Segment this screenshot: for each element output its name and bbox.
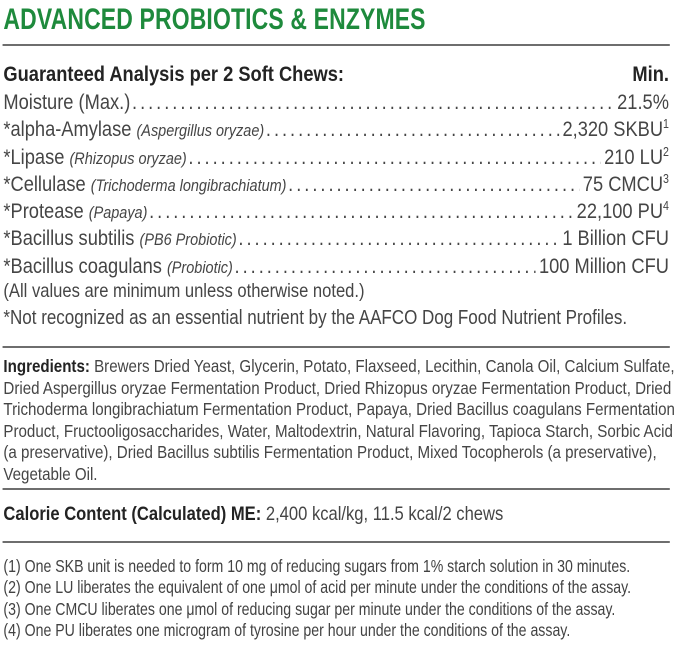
value-superscript: 4 <box>663 199 669 214</box>
minimum-values-note: (All values are minimum unless otherwise noted.) <box>3 280 365 302</box>
nutrient-name: *Lipase <box>3 144 65 169</box>
value-text: 22,100 PU <box>576 199 664 224</box>
table-row-bacillus-subtilis <box>3 225 669 252</box>
guaranteed-analysis-header <box>3 62 669 87</box>
nutrient-name: *Protease <box>3 199 84 224</box>
nutrient-qualifier: (Aspergillus oryzae) <box>136 121 265 141</box>
nutrient-value <box>562 116 668 143</box>
footnote-text: (1) One SKB unit is needed to form 10 mg of reducing sugars from 1% starch solution in 30 minutes. <box>3 556 631 576</box>
nutrient-qualifier: (Probiotic) <box>166 257 233 277</box>
dot-leader <box>266 116 559 143</box>
page-title-text: ADVANCED PROBIOTICS & ENZYMES <box>3 3 426 36</box>
divider-calorie <box>3 488 670 490</box>
table-row-alpha-amylase <box>3 116 669 143</box>
nutrient-value <box>583 171 669 198</box>
calorie-text: 2,400 kcal/kg, 11.5 kcal/2 chews <box>261 503 504 525</box>
divider-top <box>3 44 670 46</box>
nutrient-name: *alpha-Amylase <box>3 117 132 142</box>
aafco-note: *Not recognized as an essential nutrient by the AAFCO Dog Food Nutrient Profiles. <box>3 307 628 329</box>
ingredients-text: Brewers Dried Yeast, Glycerin, Potato, Flaxseed, Lecithin, Canola Oil, Calcium Sulfate, Dried Aspergillus oryzae Fermentation Product, Dried Rhizopus oryzae Fermentation Product, Dried Trichoderma longibrachiatum Fermentation Product, Papaya, Dried Bacillus coagulans Fermentation Product, Fructooligosaccharides, Water, Maltodextrin, Natural Flavoring, Tapioca Starch, Sorbic Acid (a preservative), Dried Bacillus subtilis Fermentation Product, Mixed Tocopherols (a preservative), Vegetable Oil. <box>3 356 675 484</box>
table-row-moisture <box>3 89 669 116</box>
nutrient-name: *Bacillus coagulans <box>3 253 162 278</box>
nutrient-qualifier: (PB6 Probiotic) <box>139 230 237 250</box>
value-superscript: 2 <box>663 144 669 159</box>
table-row-lipase <box>3 144 669 171</box>
min-column-label: Min. <box>632 62 669 86</box>
nutrient-name: *Cellulase <box>3 171 86 196</box>
value-superscript: 1 <box>663 117 669 132</box>
table-row-cellulase <box>3 171 669 198</box>
footnote-lu <box>3 577 679 598</box>
footnote-skb <box>3 556 679 577</box>
dot-leader <box>149 198 573 225</box>
nutrient-value <box>604 144 669 171</box>
analysis-table <box>3 89 669 280</box>
value-superscript: 3 <box>663 171 669 186</box>
ingredients-label: Ingredients: <box>3 356 90 376</box>
nutrient-name: Moisture (Max.) <box>3 90 131 114</box>
dot-leader <box>288 171 579 198</box>
dot-leader <box>238 225 559 252</box>
value-text: 100 Million CFU <box>538 253 669 278</box>
ingredients-paragraph <box>3 356 675 486</box>
analysis-heading: Guaranteed Analysis per 2 Soft Chews: <box>3 62 344 86</box>
nutrient-value <box>539 253 669 280</box>
table-row-bacillus-coagulans <box>3 253 669 280</box>
dot-leader <box>132 89 614 116</box>
value-text: 75 CMCU <box>582 171 664 196</box>
value-text: 21.5% <box>617 90 669 114</box>
divider-ingredients <box>3 346 670 348</box>
footnote-text: (4) One PU liberates one microgram of tyrosine per hour under the conditions of the assay. <box>3 619 571 640</box>
calorie-label: Calorie Content (Calculated) ME: <box>3 503 262 525</box>
nutrient-qualifier: (Papaya) <box>88 203 148 223</box>
footnote-cmcu <box>3 599 679 620</box>
footnote-pu <box>3 620 679 641</box>
nutrient-value <box>562 225 669 252</box>
dot-leader <box>188 144 600 171</box>
nutrient-value <box>617 89 669 116</box>
calorie-content-line <box>3 503 503 526</box>
nutrient-value <box>577 198 669 225</box>
table-row-protease <box>3 198 669 225</box>
dot-leader <box>235 253 536 280</box>
footnote-text: (3) One CMCU liberates one μmol of reducing sugar per minute under the conditions of the assay. <box>3 598 616 619</box>
nutrient-name: *Bacillus subtilis <box>3 226 135 251</box>
footnotes <box>3 556 679 641</box>
value-text: 1 Billion CFU <box>562 226 669 251</box>
page-title <box>3 3 472 37</box>
nutrient-qualifier: (Trichoderma longibrachiatum) <box>90 175 287 195</box>
value-text: 2,320 SKBU <box>562 117 664 142</box>
divider-footnotes <box>3 541 670 543</box>
footnote-text: (2) One LU liberates the equivalent of one μmol of acid per minute under the conditions of the assay. <box>3 577 632 598</box>
nutrient-qualifier: (Rhizopus oryzae) <box>69 148 187 168</box>
value-text: 210 LU <box>604 144 664 169</box>
